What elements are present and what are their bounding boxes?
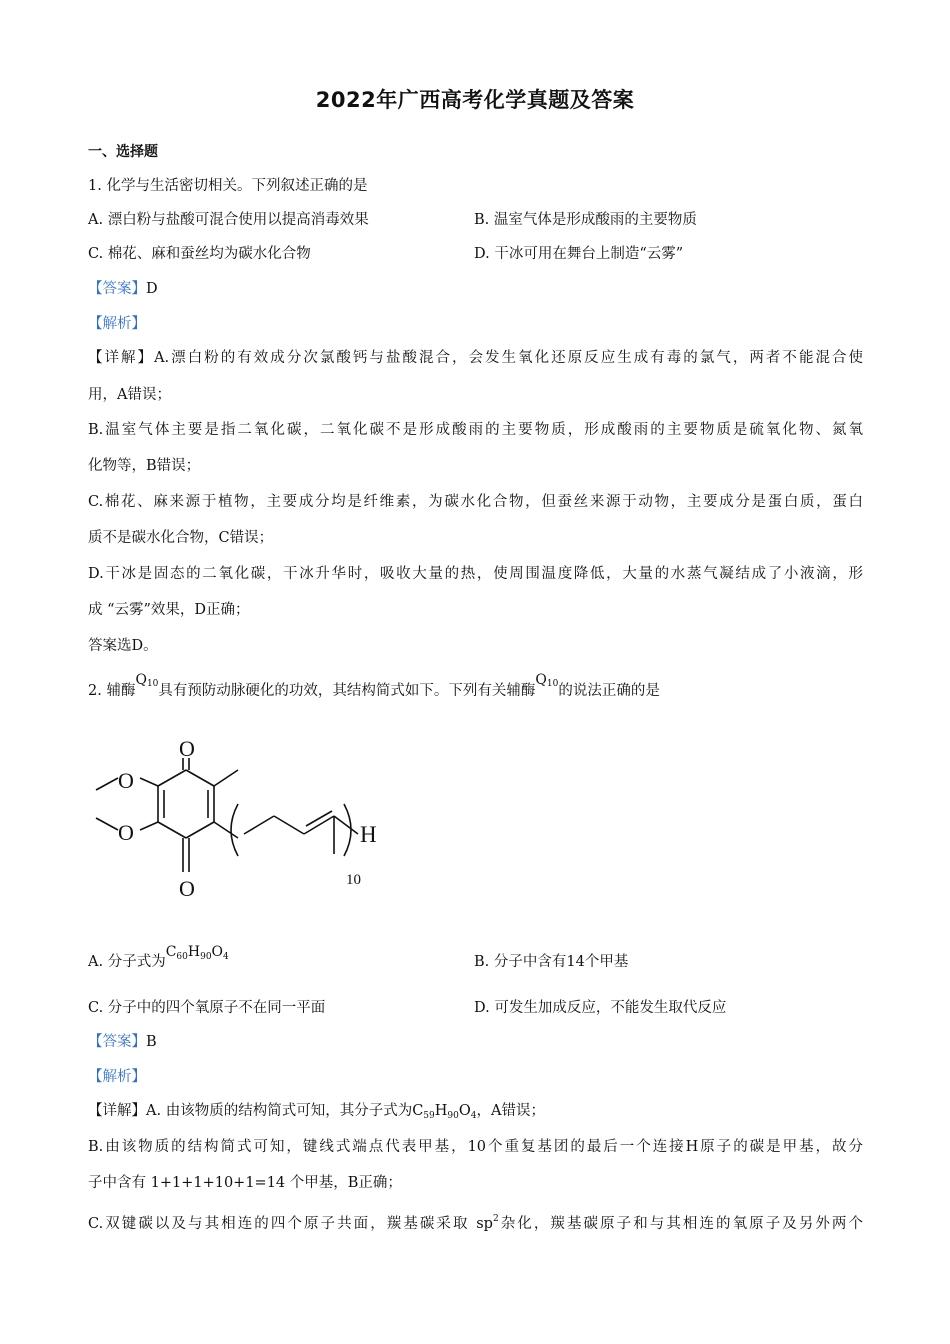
q2-detail-line xyxy=(88,1101,545,1126)
structure-label: O xyxy=(118,768,134,793)
structure-label: 10 xyxy=(346,872,361,888)
q-subscript: 10 xyxy=(146,679,159,689)
q1-detail-line: 答案选D。 xyxy=(88,638,158,654)
structure-label: O xyxy=(179,736,195,761)
q2-stem xyxy=(88,672,660,705)
q2-detail-line: B.由该物质的结构简式可知，键线式端点代表甲基，10个重复基团的最后一个连接H原子的碳是甲基，故分 xyxy=(88,1139,863,1155)
detail-text: ，A错误； xyxy=(476,1103,545,1119)
q1-option-d: D. 干冰可用在舞台上制造“云雾” xyxy=(474,246,684,262)
q2-answer xyxy=(88,1032,157,1052)
formula-sub: 4 xyxy=(470,1111,477,1121)
structure-label: H xyxy=(360,822,377,847)
formula-sub: 90 xyxy=(200,952,212,962)
answer-tag: 【答案】 xyxy=(88,1034,146,1050)
structure-label: O xyxy=(179,876,195,901)
q1-stem: 1. 化学与生活密切相关。下列叙述正确的是 xyxy=(88,178,368,194)
q2-option-c: C. 分子中的四个氧原子不在同一平面 xyxy=(88,1000,326,1016)
coenzyme-q10 xyxy=(135,672,158,688)
superscript: 2 xyxy=(492,1214,499,1224)
q1-detail-line: 用，A错误； xyxy=(88,387,171,403)
detail-text: 杂化，羰基碳原子和与其相连的氧原子及另外两个 xyxy=(498,1216,863,1232)
structure-label: O xyxy=(118,820,134,845)
q1-detail-line: 质不是碳水化合物，C错误； xyxy=(88,530,274,546)
q1-detail-line: C.棉花、麻来源于植物，主要成分均是纤维素，为碳水化合物，但蚕丝来源于动物，主要成分是蛋白质，蛋白 xyxy=(88,494,863,510)
formula-sub: 59 xyxy=(423,1111,435,1121)
q1-detail-line: B.温室气体主要是指二氧化碳，二氧化碳不是形成酸雨的主要物质，形成酸雨的主要物质是硫氧化物、氮氧 xyxy=(88,422,863,438)
section-heading: 一、选择题 xyxy=(88,144,158,160)
formula-sub: 60 xyxy=(176,952,188,962)
q1-option-c: C. 棉花、麻和蚕丝均为碳水化合物 xyxy=(88,246,311,262)
formula-o: O xyxy=(211,944,224,960)
option-a-label: A. 分子式为 xyxy=(88,954,166,970)
q2-analysis-tag: 【解析】 xyxy=(88,1069,146,1085)
formula-h: H xyxy=(434,1103,448,1119)
q-letter: Q xyxy=(535,672,547,688)
q1-option-a: A. 漂白粉与盐酸可混合使用以提高消毒效果 xyxy=(88,212,369,228)
formula-c: C xyxy=(165,944,177,960)
page-title: 2022年广西高考化学真题及答案 xyxy=(315,88,635,112)
q1-detail-line: 【详解】A.漂白粉的有效成分次氯酸钙与盐酸混合，会发生氧化还原反应生成有毒的氯气，两者不能混合使 xyxy=(88,350,863,366)
answer-value: B xyxy=(146,1034,157,1050)
q1-detail-line: 成 “云雾”效果，D正确； xyxy=(88,602,250,618)
q2-option-b: B. 分子中含有14个甲基 xyxy=(474,954,629,970)
q1-detail-line: 化物等，B错误； xyxy=(88,458,201,474)
coenzyme-q10 xyxy=(535,672,558,688)
formula-sub: 4 xyxy=(223,952,229,962)
q1-detail-line: D.干冰是固态的二氧化碳，干冰升华时，吸收大量的热，使周围温度降低，大量的水蒸气凝结成了小液滴，形 xyxy=(88,566,863,582)
q2-stem-part: 2. 辅酶 xyxy=(88,683,136,699)
formula-o: O xyxy=(458,1103,471,1119)
q2-stem-part: 具有预防动脉硬化的功效，其结构简式如下。下列有关辅酶 xyxy=(158,683,536,699)
q-subscript: 10 xyxy=(546,679,559,689)
q-letter: Q xyxy=(135,672,147,688)
q2-stem-part: 的说法正确的是 xyxy=(558,683,660,699)
coenzyme-q10-structure xyxy=(88,730,408,910)
detail-text: 【详解】A. 由该物质的结构简式可知，其分子式为C xyxy=(88,1103,424,1119)
answer-tag: 【答案】 xyxy=(88,281,146,297)
answer-value: D xyxy=(146,281,158,297)
q2-detail-line xyxy=(88,1209,863,1234)
detail-text: C.双键碳以及与其相连的四个原子共面，羰基碳采取 sp xyxy=(88,1216,493,1232)
formula-sub: 90 xyxy=(447,1111,459,1121)
q1-option-b: B. 温室气体是形成酸雨的主要物质 xyxy=(474,212,697,228)
formula-c60h90o4 xyxy=(166,944,229,960)
q1-analysis-tag: 【解析】 xyxy=(88,316,146,332)
q2-detail-line: 子中含有 1+1+1+10+1=14 个甲基，B正确； xyxy=(88,1175,402,1191)
formula-h: H xyxy=(187,944,201,960)
q2-option-a xyxy=(88,944,229,977)
q1-answer xyxy=(88,279,158,299)
q2-option-d: D. 可发生加成反应，不能发生取代反应 xyxy=(474,1000,727,1016)
